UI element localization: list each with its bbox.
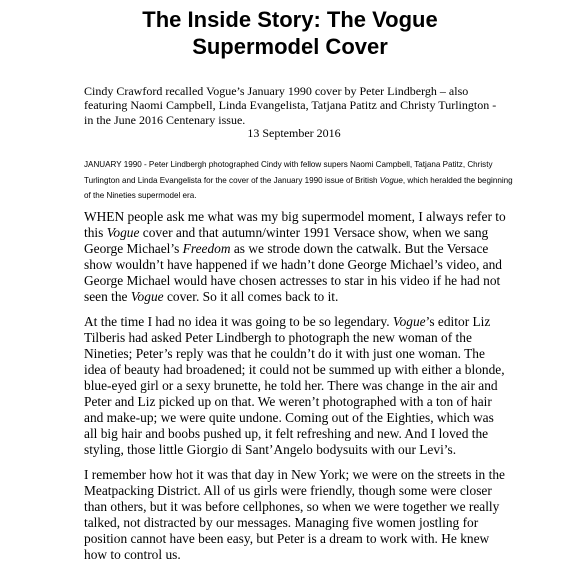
caption-italic-vogue: Vogue bbox=[379, 175, 403, 185]
p1-text-3: as we strode down the catwalk. But the Versace show wouldn’t have happened if we hadn’t done George Michael’s video, and George Michael would have chosen actresses to star in his video if he had not seen the bbox=[84, 241, 502, 304]
p2-text-1: At the time I had no idea it was going to be so legendary. bbox=[84, 314, 393, 329]
p3-text-1: I remember how hot it was that day in New York; we were on the streets in the Meatpacking District. All of us girls were friendly, though some were closer than others, but it was before cellphones, so when we were together we really talked, not distracted by our messages. Managing five women jostling for position cannot have been easy, but Peter is a dream to work with. He knew how to control us. bbox=[84, 467, 505, 562]
body-paragraph-2 bbox=[84, 314, 510, 458]
p1-text-2: cover and that autumn/winter 1991 Versace show, when we sang George Michael’s bbox=[84, 225, 489, 256]
p1-text-4: cover. So it all comes back to it. bbox=[163, 289, 339, 304]
p1-italic-3: Vogue bbox=[130, 289, 164, 304]
p2-italic-1: Vogue bbox=[392, 314, 426, 329]
standfirst: Cindy Crawford recalled Vogue’s January 1990 cover by Peter Lindbergh – also featuring Naomi Campbell, Linda Evangelista, Tatjana Patitz and Christy Turlington - in the June 2016 Centenary issue. bbox=[84, 84, 497, 127]
p1-italic-2: Freedom bbox=[182, 241, 231, 256]
article-title bbox=[70, 6, 510, 60]
title-line-1: The Inside Story: The Vogue bbox=[142, 7, 438, 32]
caption-text-a: JANUARY 1990 - Peter Lindbergh photographed Cindy with fellow supers Naomi Campbell, Tatjana Patitz, Christy Turlington and Linda Evangelista for the cover of the January 1990 issue of British bbox=[84, 160, 493, 185]
caption-text-c: , which heralded the beginning of the Nineties supermodel era. bbox=[84, 175, 513, 200]
title-line-2: Supermodel Cover bbox=[192, 34, 388, 59]
publish-date: 13 September 2016 bbox=[247, 126, 341, 140]
p1-italic-1: Vogue bbox=[106, 225, 140, 240]
body-paragraph-1 bbox=[84, 209, 510, 305]
body-paragraph-3 bbox=[84, 467, 510, 563]
p1-text-1: WHEN people ask me what was my big supermodel moment, I always refer to this bbox=[84, 209, 506, 240]
photo-caption bbox=[84, 157, 514, 204]
p2-text-2: ’s editor Liz Tilberis had asked Peter Lindbergh to photograph the new woman of the Nineties; Peter’s reply was that he couldn’t do it with just one woman. The idea of beauty had broadened; it could not be summed up with either a blonde, blue-eyed girl or a sexy brunette, he told her. There was change in the air and Peter and Liz picked up on that. We weren’t photographed with a ton of hair and make-up; we were quite undone. Coming out of the Eighties, which was all big hair and boobs pushed up, it felt refreshing and new. And I loved the styling, those little Giorgio di Sant’Angelo bodysuits with our Levi’s. bbox=[84, 314, 505, 457]
